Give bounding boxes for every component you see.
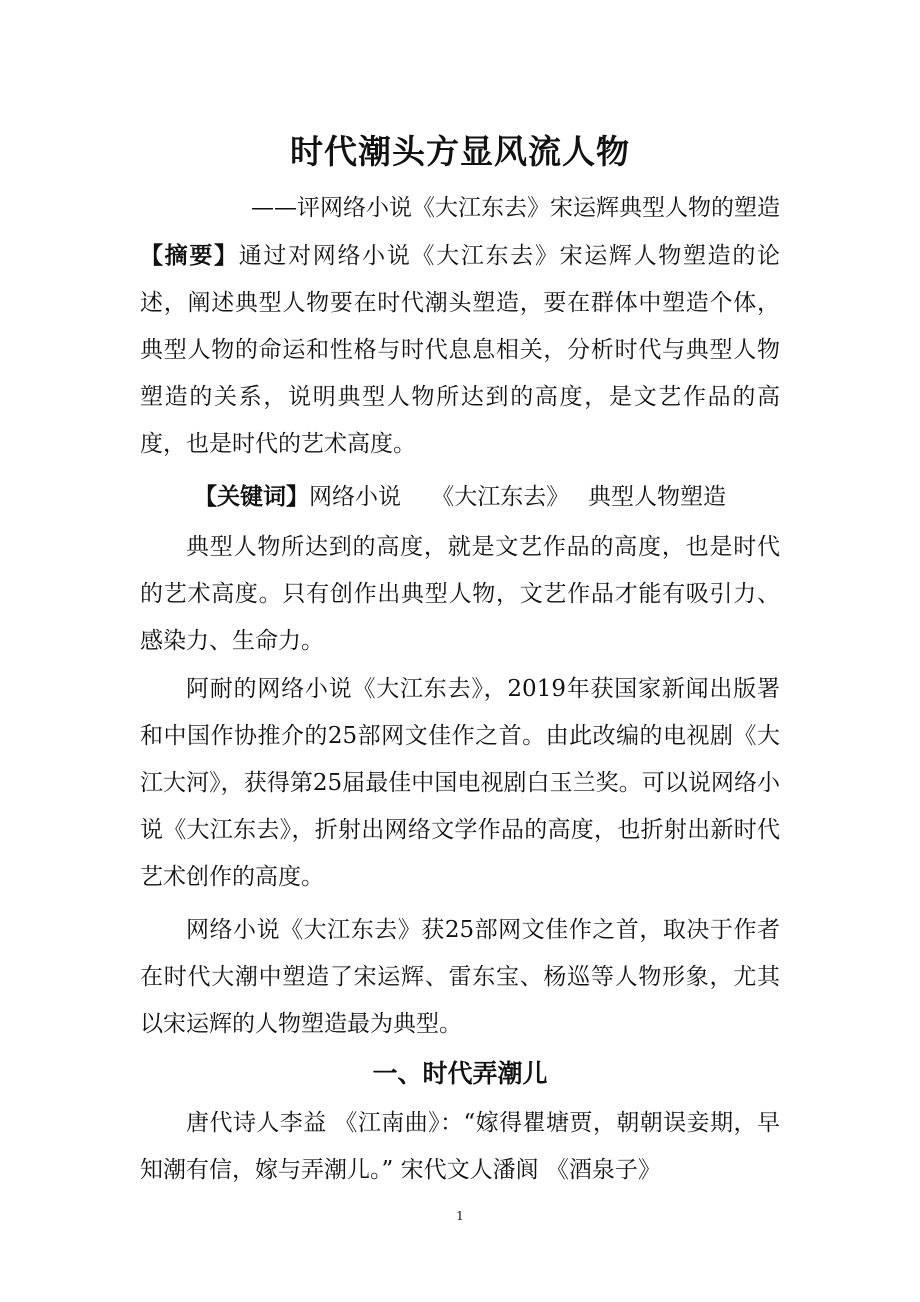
body-paragraph-3: 网络小说《大江东去》获25部网文佳作之首，取决于作者在时代大潮中塑造了宋运辉、雷东宝、杨巡等人物形象，尤其以宋运辉的人物塑造最为典型。: [140, 917, 780, 1037]
page-number: 1: [456, 1209, 464, 1223]
section-paragraph: 唐代诗人李益 《江南曲》：“嫁得瞿塘贾，朝朝误妾期，早知潮有信，嫁与弄潮儿。” 宋代文人潘阆 《酒泉子》: [140, 1110, 780, 1183]
keywords-line: [140, 477, 780, 517]
body-paragraph-2: 阿耐的网络小说《大江东去》，2019年获国家新闻出版署和中国作协推介的25部网文佳作之首。由此改编的电视剧《大江大河》，获得第25届最佳中国电视剧白玉兰奖。可以说网络小说《大江东去》，折射出网络文学作品的高度，也折射出新时代艺术创作的高度。: [140, 676, 780, 890]
abstract-label: 【摘要】: [140, 243, 239, 269]
keywords-text: 网络小说 《大江东去》 典型人物塑造: [308, 484, 727, 510]
document-subtitle: ——评网络小说《大江东去》宋运辉典型人物的塑造: [251, 195, 780, 221]
abstract-paragraph: [140, 233, 780, 468]
document-title: 时代潮头方显风流人物: [290, 132, 630, 171]
section-heading: 一、时代弄潮儿: [372, 1059, 548, 1088]
body-paragraph-1: 典型人物所达到的高度，就是文艺作品的高度，也是时代的艺术高度。只有创作出典型人物，文艺作品才能有吸引力、感染力、生命力。: [140, 534, 780, 654]
keywords-label: 【关键词】: [193, 484, 309, 510]
abstract-text: 通过对网络小说《大江东去》宋运辉人物塑造的论述，阐述典型人物要在时代潮头塑造，要在群体中塑造个体，典型人物的命运和性格与时代息息相关，分析时代与典型人物塑造的关系，说明典型人物所达到的高度，是文艺作品的高度，也是时代的艺术高度。: [140, 243, 781, 457]
